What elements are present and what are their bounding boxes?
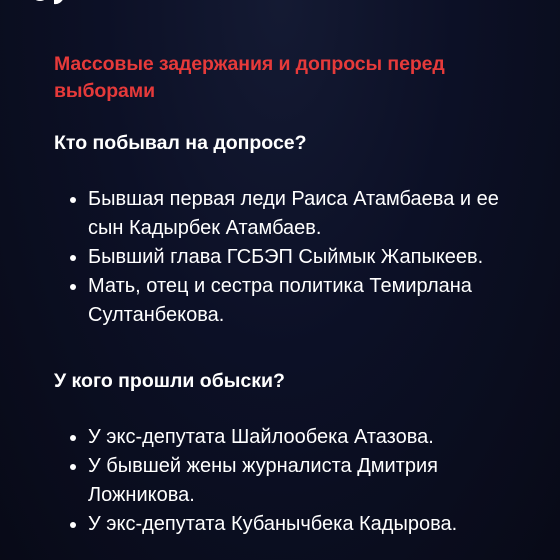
headline: Массовые задержания и допросы перед выборами bbox=[54, 53, 445, 102]
list-item: Бывшая первая леди Раиса Атамбаева и ее сын Кадырбек Атамбаев. bbox=[54, 185, 524, 243]
list-item: У экс-депутата Кубанычбека Кадырова. bbox=[54, 510, 524, 539]
list-item: У экс-депутата Шайлообека Атазова. bbox=[54, 423, 524, 452]
list-item: Мать, отец и сестра политика Темирлана Султанбекова. bbox=[54, 272, 524, 330]
list-interrogated bbox=[54, 185, 524, 330]
logo-icon bbox=[30, 0, 76, 6]
list-item: У бывшей жены журналиста Дмитрия Ложникова. bbox=[54, 452, 524, 510]
list-item: Бывший глава ГСБЭП Сыймык Жапыкеев. bbox=[54, 243, 524, 272]
section-title-interrogated: Кто побывал на допросе? bbox=[54, 132, 307, 154]
list-searches bbox=[54, 423, 524, 539]
section-title-searches: У кого прошли обыски? bbox=[54, 370, 285, 392]
post-content bbox=[54, 51, 524, 539]
